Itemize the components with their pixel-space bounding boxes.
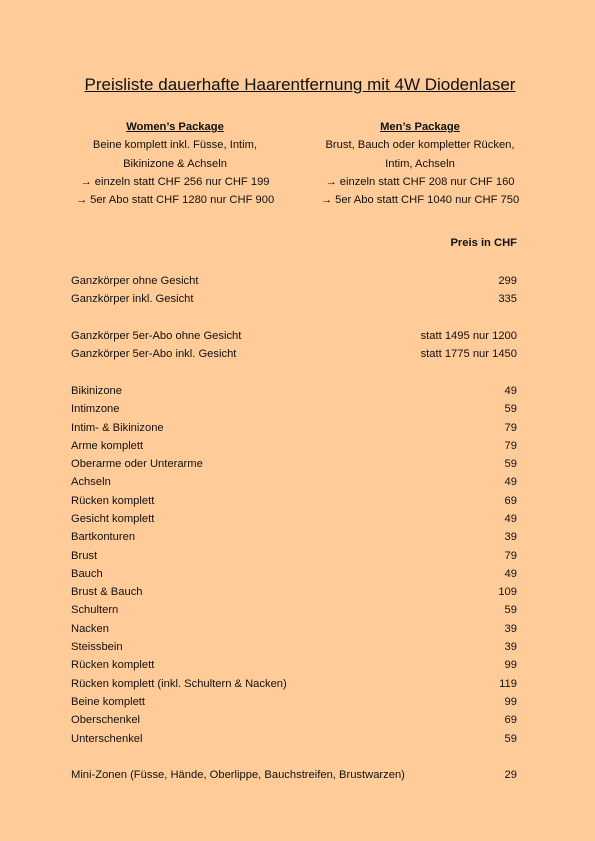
treatment-price: 39: [504, 641, 517, 654]
treatment-price: 79: [504, 439, 517, 452]
treatment-price: statt 1775 nur 1450: [420, 348, 517, 361]
price-row: [71, 565, 517, 583]
treatment-price: 29: [504, 769, 517, 782]
womens-package-title: Women’s Package: [126, 121, 224, 133]
treatment-name: Rücken komplett: [71, 494, 155, 507]
price-row: [71, 492, 517, 510]
price-row: [71, 546, 517, 564]
treatment-price: 69: [504, 494, 517, 507]
treatment-price: 119: [499, 677, 517, 690]
treatment-price: 99: [504, 695, 517, 708]
treatment-price: 59: [504, 403, 517, 416]
price-column-header: Preis in CHF: [450, 237, 517, 249]
womens-package-line: Bikinizone & Achseln: [123, 157, 227, 170]
treatment-price: 49: [504, 476, 517, 489]
price-row: [71, 528, 517, 546]
treatment-price: 59: [504, 458, 517, 471]
price-row: [71, 345, 517, 363]
treatment-name: Gesicht komplett: [71, 513, 155, 525]
treatment-price: 59: [504, 604, 517, 617]
treatment-price: 335: [498, 293, 517, 306]
treatment-name: Steissbein: [71, 641, 123, 654]
treatment-name: Bauch: [71, 567, 103, 580]
price-list: [71, 272, 517, 784]
treatment-price: 39: [504, 531, 517, 544]
treatment-price: 299: [498, 275, 517, 288]
treatment-name: Intim- & Bikinizone: [71, 421, 164, 434]
price-row: [71, 675, 517, 693]
price-row: [71, 711, 517, 729]
treatment-name: Achseln: [71, 476, 111, 489]
treatment-price: 79: [504, 421, 517, 434]
mens-package-title: Men’s Package: [380, 121, 460, 133]
treatment-price: 59: [504, 732, 517, 745]
treatment-name: Rücken komplett: [71, 659, 155, 672]
womens-package-offer-abo: → 5er Abo statt CHF 1280 nur CHF 900: [75, 194, 275, 207]
price-row: [71, 693, 517, 711]
treatment-name: Unterschenkel: [71, 732, 143, 745]
group-spacer: [71, 309, 517, 327]
mens-package-line: Brust, Bauch oder kompletter Rücken,: [325, 139, 515, 152]
womens-package-line: Beine komplett inkl. Füsse, Intim,: [92, 139, 258, 152]
treatment-name: Nacken: [71, 622, 109, 635]
treatment-name: Mini-Zonen (Füsse, Hände, Oberlippe, Bauchstreifen, Brustwarzen): [71, 769, 405, 782]
treatment-name: Bikinizone: [71, 384, 122, 397]
price-row: [71, 327, 517, 345]
womens-package: [55, 118, 295, 209]
treatment-name: Brust: [71, 549, 98, 562]
treatment-name: Intimzone: [71, 403, 120, 416]
price-row: [71, 382, 517, 400]
price-row: [71, 400, 517, 418]
price-row: [71, 290, 517, 308]
womens-package-offer-single: → einzeln statt CHF 256 nur CHF 199: [80, 175, 270, 188]
price-row: [71, 272, 517, 290]
mens-package-offer-abo: → 5er Abo statt CHF 1040 nur CHF 750: [320, 194, 520, 207]
group-spacer: [71, 748, 517, 766]
treatment-price: 79: [504, 549, 517, 562]
price-row: [71, 583, 517, 601]
treatment-name: Rücken komplett (inkl. Schultern & Nacken): [71, 677, 287, 690]
mens-package: [300, 118, 540, 209]
treatment-name: Ganzkörper inkl. Gesicht: [71, 293, 194, 306]
treatment-price: 49: [504, 567, 517, 580]
price-row: [71, 510, 517, 528]
treatment-price: 69: [504, 714, 517, 727]
mens-package-line: Intim, Achseln: [385, 157, 455, 170]
price-row: [71, 656, 517, 674]
treatment-name: Ganzkörper ohne Gesicht: [71, 275, 199, 288]
treatment-name: Bartkonturen: [71, 531, 136, 544]
price-row: [71, 418, 517, 436]
treatment-name: Oberarme oder Unterarme: [71, 458, 203, 471]
treatment-price: 49: [504, 384, 517, 397]
price-row: [71, 766, 517, 784]
price-row: [71, 473, 517, 491]
treatment-name: Brust & Bauch: [71, 586, 143, 599]
price-row: [71, 638, 517, 656]
treatment-name: Ganzkörper 5er-Abo ohne Gesicht: [71, 330, 242, 343]
treatment-price: 99: [504, 659, 517, 672]
treatment-price: 39: [504, 622, 517, 635]
group-spacer: [71, 363, 517, 381]
treatment-name: Oberschenkel: [71, 714, 141, 727]
treatment-price: statt 1495 nur 1200: [420, 330, 517, 343]
price-row: [71, 620, 517, 638]
treatment-price: 49: [504, 513, 517, 525]
treatment-name: Schultern: [71, 604, 119, 617]
price-row: [71, 729, 517, 747]
treatment-name: Arme komplett: [71, 439, 144, 452]
price-row: [71, 601, 517, 619]
mens-package-offer-single: → einzeln statt CHF 208 nur CHF 160: [325, 175, 515, 188]
page-title: Preisliste dauerhafte Haarentfernung mit 4W Diodenlaser: [84, 75, 516, 94]
treatment-name: Ganzkörper 5er-Abo inkl. Gesicht: [71, 348, 237, 361]
price-row: [71, 437, 517, 455]
treatment-name: Beine komplett: [71, 695, 146, 708]
treatment-price: 109: [498, 586, 517, 599]
price-row: [71, 455, 517, 473]
